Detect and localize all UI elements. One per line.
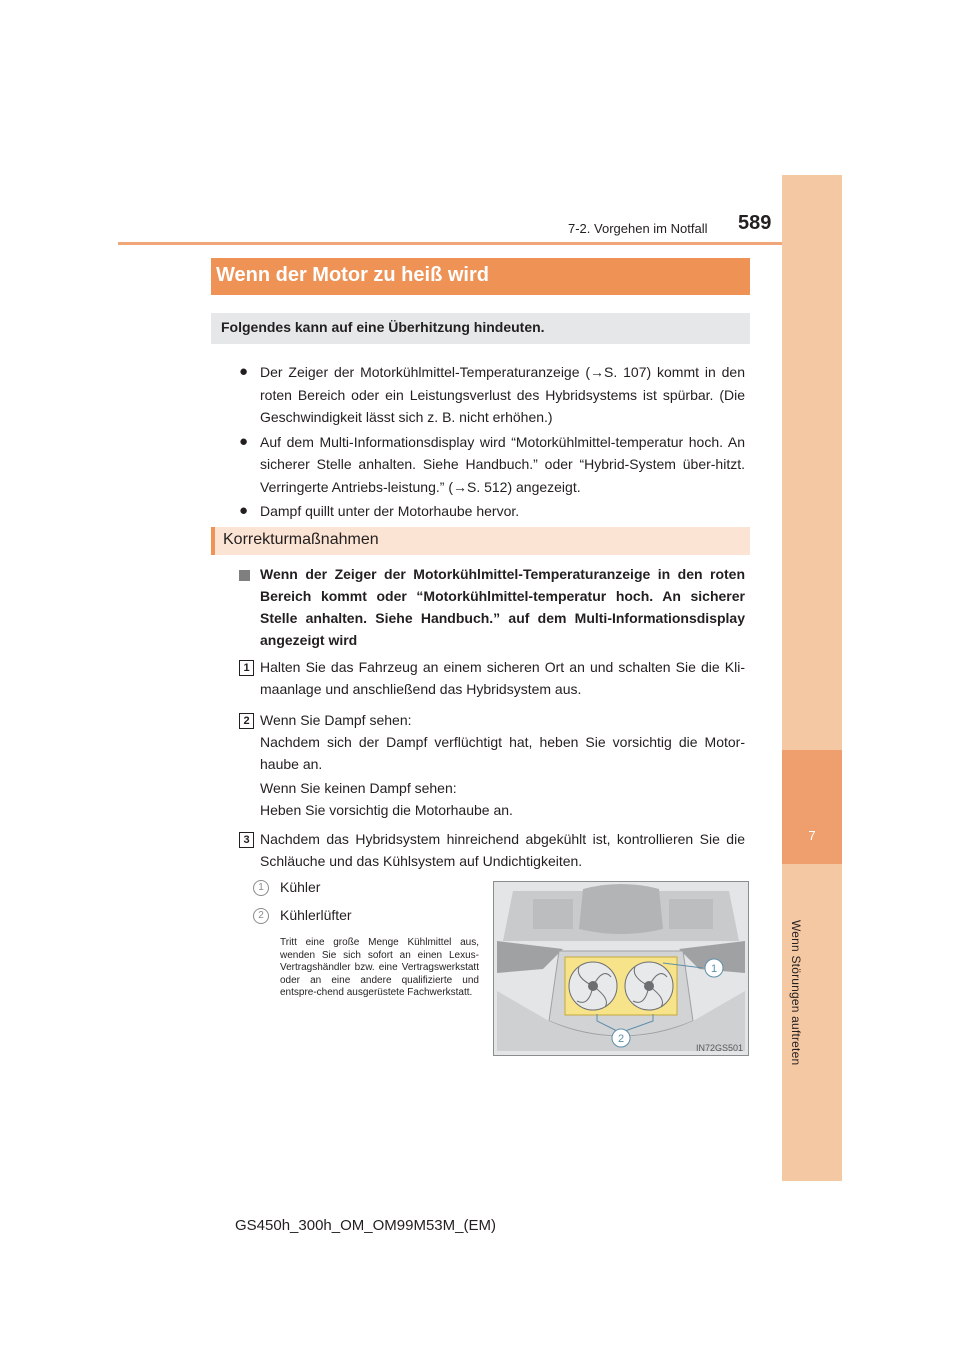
header-divider: [118, 242, 783, 245]
step-number-badge: 3: [239, 832, 254, 848]
step-text: Nachdem sich der Dampf verflüchtigt hat, heben Sie vorsichtig die Motor-haube an.: [260, 734, 745, 772]
chapter-number: 7: [808, 828, 816, 843]
symptom-list: [239, 361, 745, 525]
bullet-icon: ●: [239, 432, 249, 450]
note-text: Tritt eine große Menge Kühlmittel aus, wenden Sie sich sofort an einen Lexus-Vertragshändler bzw. eine Vertragswerkstatt oder an eine andere qualifizierte und entspre-chend ausgerüstete Fachwerkstatt.: [280, 937, 479, 998]
figure-callout-2: 2: [617, 1033, 625, 1045]
section-title: Korrekturmaßnahmen: [223, 531, 379, 548]
square-bullet-icon: [239, 570, 250, 581]
section-bar-accent: [211, 527, 215, 555]
intro-text: Folgendes kann auf eine Überhitzung hindeuten.: [221, 319, 545, 335]
step-text: Halten Sie das Fahrzeug an einem sicheren Ort an und schalten Sie die Kli-maanlage und anschließend das Hybridsystem aus.: [260, 659, 745, 697]
section-reference: 7-2. Vorgehen im Notfall: [568, 221, 708, 236]
bullet-icon: ●: [239, 363, 249, 380]
page-title: Wenn der Motor zu heiß wird: [216, 264, 489, 286]
step-text: Nachdem das Hybridsystem hinreichend abgekühlt ist, kontrollieren Sie die Schläuche und das Kühlsystem auf Undichtigkeiten.: [260, 831, 745, 869]
callout-label: Kühler: [280, 879, 321, 895]
list-item: [239, 431, 745, 499]
figure-code: IN72GS501: [695, 1043, 743, 1053]
list-item: [239, 500, 745, 523]
list-item-text: Der Zeiger der Motorkühlmittel-Temperaturanzeige (→S. 107) kommt in den roten Bereich oder ein Leistungsverlust des Hybridsystems ist spürbar. (Die Geschwindigkeit lässt sich z. B. nicht erhöhen.): [260, 364, 745, 425]
engine-bay-drawing: [493, 881, 749, 1056]
callout-number-badge: 1: [253, 880, 269, 896]
condition-text: Wenn der Zeiger der Motorkühlmittel-Temperaturanzeige in den roten Bereich kommt oder “Motorkühlmittel-temperatur hoch. An sicherer Stelle anhalten. Siehe Handbuch.” auf dem Multi-Informationsdisplay angezeigt wird: [260, 566, 745, 648]
document-code: GS450h_300h_OM_OM99M53M_(EM): [235, 1217, 496, 1234]
step-text: Heben Sie vorsichtig die Motorhaube an.: [260, 802, 513, 818]
step-number-badge: 1: [239, 660, 254, 676]
step-label: Wenn Sie keinen Dampf sehen:: [260, 780, 457, 796]
callout-number-badge: 2: [253, 908, 269, 924]
engine-bay-illustration: [493, 881, 749, 1056]
step-number-badge: 2: [239, 713, 254, 729]
callout-label: Kühlerlüfter: [280, 907, 352, 923]
figure-callout-1: 1: [710, 963, 718, 975]
list-item: [239, 361, 745, 429]
chapter-side-tab-active: [782, 750, 842, 864]
list-item-text: Dampf quillt unter der Motorhaube hervor.: [260, 503, 520, 519]
condition-heading: [239, 563, 745, 651]
page-number: 589: [738, 212, 772, 234]
list-item-text: Auf dem Multi-Informationsdisplay wird “Motorkühlmittel-temperatur hoch. An sicherer Stelle anhalten. Siehe Handbuch.” oder “Hybrid-System über-hitzt. Verringerte Antriebs-leistung.” (→S. 512) angezeigt.: [260, 433, 745, 495]
chapter-title: Wenn Störungen auftreten: [789, 920, 803, 1066]
step-label: Wenn Sie Dampf sehen:: [260, 712, 412, 728]
bullet-icon: ●: [239, 502, 249, 519]
